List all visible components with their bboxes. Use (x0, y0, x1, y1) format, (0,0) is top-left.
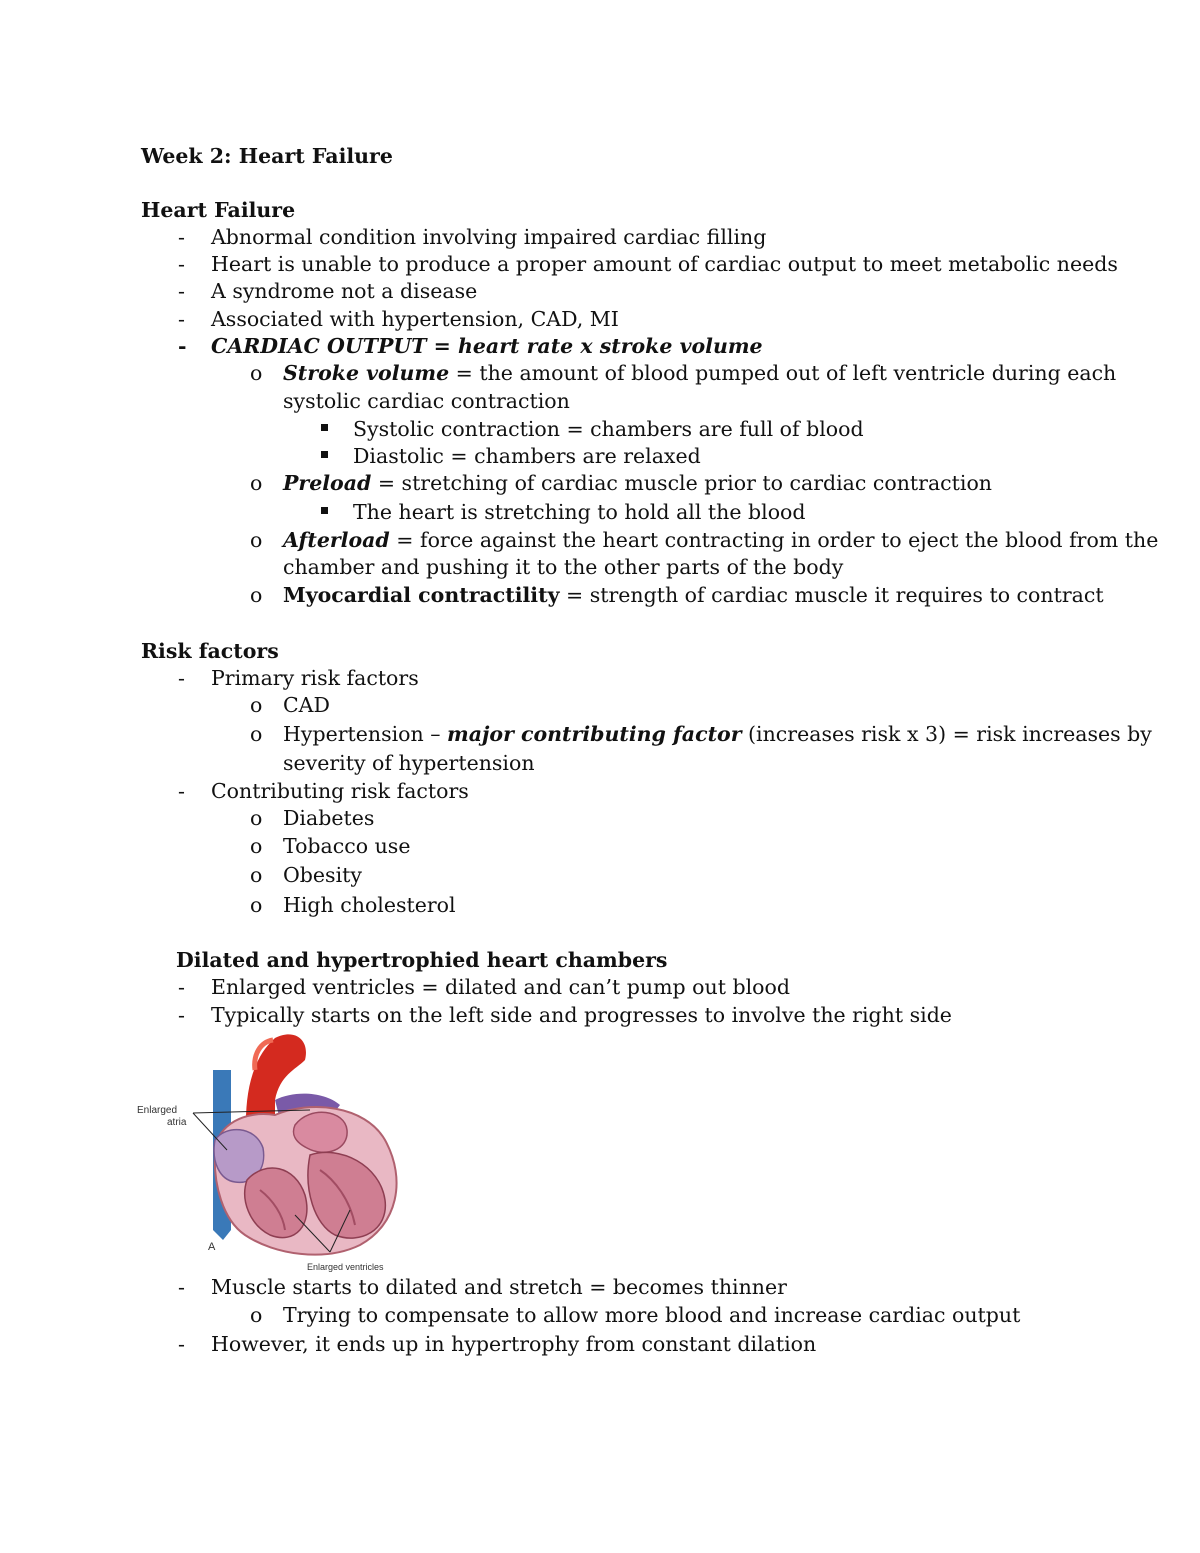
circle-bullet: o (250, 1303, 263, 1327)
list-item-preload (283, 469, 992, 497)
circle-bullet: o (250, 471, 263, 495)
list-item: Heart is unable to produce a proper amount of cardiac output to meet metabolic needs (211, 252, 1118, 276)
section-heading-dilated-chambers: Dilated and hypertrophied heart chambers (176, 948, 668, 972)
dash-bullet: - (178, 975, 185, 999)
dash-bullet: - (178, 1332, 185, 1356)
list-item: Abnormal condition involving impaired cardiac filling (211, 225, 767, 249)
list-item: Typically starts on the left side and progresses to involve the right side (211, 1003, 952, 1027)
circle-bullet: o (250, 528, 263, 552)
dash-bullet: - (178, 307, 185, 331)
list-item-afterload (283, 526, 1158, 554)
dash-bullet: - (178, 666, 185, 690)
list-item: A syndrome not a disease (211, 279, 478, 303)
definition: = strength of cardiac muscle it requires to contract (559, 583, 1104, 607)
label-enlarged-atria-line1: Enlarged (137, 1105, 178, 1116)
list-item-continuation: severity of hypertension (283, 751, 535, 775)
list-item: Diabetes (283, 806, 375, 830)
list-item: Primary risk factors (211, 666, 419, 690)
definition: = force against the heart contracting in order to eject the blood from the (389, 528, 1159, 552)
text: Hypertension – (283, 722, 447, 746)
list-item: Enlarged ventricles = dilated and can’t pump out blood (211, 975, 790, 999)
list-item: Contributing risk factors (211, 779, 469, 803)
circle-bullet: o (250, 722, 263, 746)
square-bullet (321, 424, 328, 431)
circle-bullet: o (250, 693, 263, 717)
section-heading-risk-factors: Risk factors (141, 639, 279, 663)
list-item-continuation: chamber and pushing it to the other parts of the body (283, 555, 844, 579)
dash-bullet: - (178, 225, 185, 249)
circle-bullet: o (250, 583, 263, 607)
list-item-cardiac-output: CARDIAC OUTPUT = heart rate x stroke volume (211, 334, 763, 358)
circle-bullet: o (250, 806, 263, 830)
label-enlarged-ventricles: Enlarged ventricles (307, 1262, 384, 1272)
term: Afterload (283, 528, 390, 552)
section-heading-heart-failure: Heart Failure (141, 198, 296, 222)
term: Stroke volume (283, 361, 450, 385)
dash-bullet: - (178, 279, 185, 303)
list-item: CAD (283, 693, 330, 717)
emphasis: major contributing factor (447, 722, 742, 746)
dash-bullet: - (178, 334, 187, 358)
square-bullet (321, 451, 328, 458)
list-item: Trying to compensate to allow more blood and increase cardiac output (283, 1303, 1021, 1327)
dash-bullet: - (178, 252, 185, 276)
list-item: However, it ends up in hypertrophy from constant dilation (211, 1332, 817, 1356)
circle-bullet: o (250, 863, 263, 887)
list-item-continuation: systolic cardiac contraction (283, 389, 570, 413)
list-item: Obesity (283, 863, 362, 887)
circle-bullet: o (250, 361, 263, 385)
list-item-hypertension (283, 720, 1152, 748)
text: (increases risk x 3) = risk increases by (741, 722, 1152, 746)
list-item: Diastolic = chambers are relaxed (353, 444, 701, 468)
definition: = the amount of blood pumped out of left ventricle during each (449, 361, 1117, 385)
list-item: The heart is stretching to hold all the blood (353, 500, 806, 524)
list-item: Systolic contraction = chambers are full of blood (353, 417, 864, 441)
list-item: Muscle starts to dilated and stretch = becomes thinner (211, 1275, 787, 1299)
enlarged-heart-illustration (135, 1030, 415, 1275)
list-item-myocardial-contractility (283, 581, 1104, 609)
dash-bullet: - (178, 779, 185, 803)
circle-bullet: o (250, 893, 263, 917)
document-title: Week 2: Heart Failure (141, 144, 393, 168)
dash-bullet: - (178, 1275, 185, 1299)
square-bullet (321, 507, 328, 514)
definition: = stretching of cardiac muscle prior to cardiac contraction (371, 471, 992, 495)
list-item: Tobacco use (283, 834, 411, 858)
term: Myocardial contractility (283, 583, 560, 607)
dash-bullet: - (178, 1003, 185, 1027)
label-enlarged-atria-line2: atria (167, 1117, 187, 1128)
label-panel: A (208, 1241, 216, 1253)
term: Preload (283, 471, 372, 495)
list-item-stroke-volume (283, 359, 1116, 387)
list-item: Associated with hypertension, CAD, MI (211, 307, 619, 331)
circle-bullet: o (250, 834, 263, 858)
list-item: High cholesterol (283, 893, 456, 917)
